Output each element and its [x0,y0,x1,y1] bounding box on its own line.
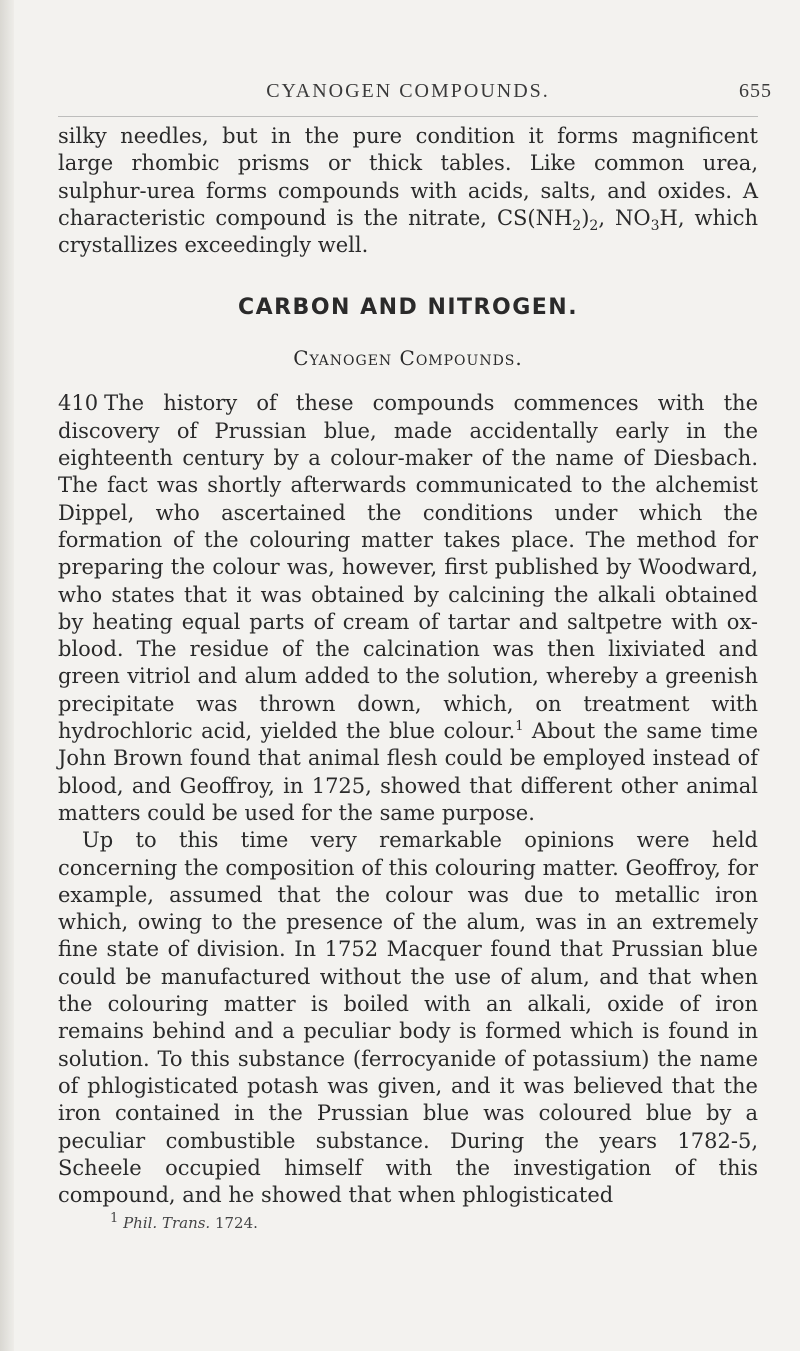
paragraph-number: 410 [58,391,99,416]
running-head [58,70,772,106]
subscript: 3 [650,218,660,235]
subscript: 2 [589,218,599,235]
footnote-mark: 1 [110,1211,119,1227]
page-gutter-shadow [0,0,14,1351]
footnote [58,1213,758,1233]
section-title: CARBON AND NITROGEN. [237,295,579,321]
text-run: H, which crystallizes exceedingly well. [58,205,758,258]
footnote-marker: 1 [515,719,524,735]
text-run: The history of these compounds commences with the discovery of Prussian blue, made accidentally early in the eighteenth century by a colour-maker of the name of Diesbach. The fact was shortly afterwards communicated to the alchemist Dippel, who ascertained the conditions under which the formation of the colouring matter takes place. The method for preparing the colour was, however, first published by Woodward, who states that it was obtained by calcining the alkali obtained by heating equal parts of cream of tartar and saltpetre with ox-blood. The residue of the calcination was then lixiviated and green vitriol and alum added to the solution, whereby a greenish precipitate was thrown down, which, on treatment with hydrochloric acid, yielded the blue colour. [58,391,758,744]
footnote-year: 1724. [210,1214,258,1233]
text-run: About the same time John Brown found that animal flesh could be employed instead of blood, and Geoffroy, in 1725, showed that different other animal matters could be used for the same purpose. [58,719,758,825]
header-rule [58,116,758,117]
text-run: silky needles, but in the pure condition it forms magnificent large rhombic prisms or thick tables. Like common urea, sulphur-urea forms compounds with acids, salts, and oxides. A characteristic compound is the nitrate, CS(NH [58,124,758,230]
subsection-title: Cyanogen Compounds. [293,346,523,371]
running-title: CYANOGEN COMPOUNDS. [266,80,550,102]
subscript: 2 [572,218,582,235]
continuation-paragraph [58,123,758,259]
footnote-reference: Phil. Trans. [123,1214,211,1233]
page-number: 655 [739,80,772,102]
paragraph-410 [58,390,758,827]
text-run: ) [581,205,590,230]
book-page [58,70,772,1233]
paragraph-composition: Up to this time very remarkable opinions were held concerning the composition of this colouring matter. Geoffroy, for example, assumed that the colour was due to metallic iron which, owing to the presence of the alum, was in an extremely fine state of division. In 1752 Macquer found that Prussian blue could be manufactured without the use of alum, and that when the colouring matter is boiled with an alkali, oxide of iron remains behind and a peculiar body is formed which is found in solution. To this substance (ferrocyanide of potassium) the name of phlogisticated potash was given, and it was believed that the iron contained in the Prussian blue was coloured blue by a peculiar combustible substance. During the years 1782-5, Scheele occupied himself with the investigation of this compound, and he showed that when phlogisticated [58,828,758,1208]
text-run: , NO [598,205,651,230]
